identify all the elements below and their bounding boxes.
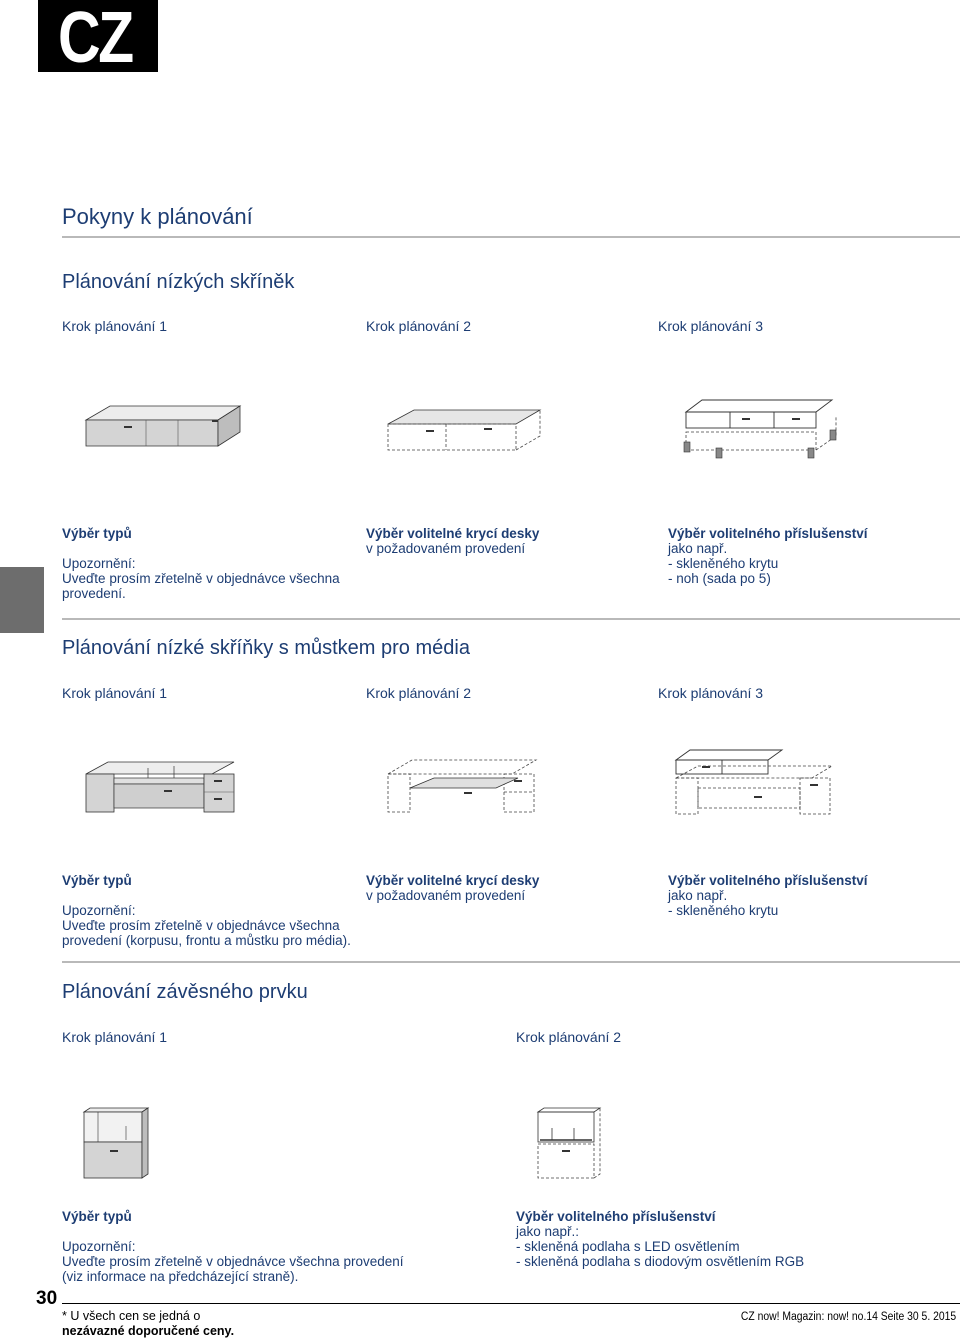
- block-text: jako např.: - skleněná podlaha s LED osvětlením - skleněná podlaha s diodovým osvětlením RGB: [516, 1224, 805, 1269]
- instruction-block: [668, 858, 948, 918]
- block-heading: Výběr volitelného příslušenství: [516, 1209, 716, 1224]
- media-bridge-illustration: [84, 752, 244, 817]
- block-text: jako např. - skleněného krytu: [668, 888, 779, 918]
- footnote-line: * U všech cen se jedná o: [62, 1309, 201, 1323]
- step-label: Krok plánování 3: [658, 685, 764, 701]
- cover-plate-illustration: [384, 752, 544, 817]
- accessories-illustration: [672, 744, 842, 819]
- step-label: Krok plánování 2: [366, 685, 472, 701]
- block-heading: Výběr typů: [62, 1209, 132, 1224]
- block-heading: Výběr typů: [62, 873, 132, 888]
- section-title: Plánování nízké skříňky s můstkem pro média: [62, 637, 470, 659]
- step-label: Krok plánování 3: [658, 318, 764, 334]
- section-title: Plánování nízkých skříněk: [62, 271, 295, 293]
- instruction-block: [62, 511, 362, 601]
- block-text: jako např. - skleněného krytu - noh (sada po 5): [668, 541, 779, 586]
- language-code: CZ: [58, 0, 132, 78]
- instruction-block: [366, 511, 646, 556]
- wall-unit-accessory-illustration: [534, 1106, 604, 1182]
- title-rule: [62, 236, 960, 238]
- instruction-block: [62, 858, 362, 948]
- section-rule: [62, 961, 960, 963]
- publication-info: CZ now! Magazin: now! no.14 Seite 30 5. 2015: [740, 1311, 956, 1323]
- block-text: v požadovaném provedení: [366, 541, 526, 556]
- footnote-line: nezávazné doporučené ceny.: [62, 1324, 235, 1338]
- footer-rule: [62, 1303, 960, 1304]
- lowboard-illustration: [84, 400, 244, 450]
- block-text: v požadovaném provedení: [366, 888, 526, 903]
- block-text: Upozornění: Uveďte prosím zřetelně v objednávce všechna provedení (korpusu, frontu a můstku pro média).: [62, 903, 351, 948]
- page-title: Pokyny k plánování: [62, 204, 253, 229]
- cover-plate-illustration: [384, 400, 544, 455]
- step-label: Krok plánování 1: [62, 318, 168, 334]
- step-label: Krok plánování 2: [516, 1029, 622, 1045]
- step-label: Krok plánování 1: [62, 1029, 168, 1045]
- step-label: Krok plánování 2: [366, 318, 472, 334]
- block-heading: Výběr typů: [62, 526, 132, 541]
- block-heading: Výběr volitelné krycí desky: [366, 873, 540, 888]
- footnote: [62, 1309, 234, 1339]
- instruction-block: [366, 858, 646, 903]
- section-rule: [62, 618, 960, 620]
- block-text: Upozornění: Uveďte prosím zřetelně v objednávce všechna provedení (viz informace na předcházející straně).: [62, 1239, 404, 1284]
- side-tab-marker: [0, 567, 44, 633]
- block-heading: Výběr volitelné krycí desky: [366, 526, 540, 541]
- page-number: 30: [36, 1288, 58, 1309]
- block-text: Upozornění: Uveďte prosím zřetelně v objednávce všechna provedení.: [62, 556, 340, 601]
- step-label: Krok plánování 1: [62, 685, 168, 701]
- instruction-block: [62, 1194, 482, 1284]
- block-heading: Výběr volitelného příslušenství: [668, 526, 868, 541]
- wall-unit-illustration: [82, 1106, 152, 1182]
- instruction-block: [668, 511, 948, 586]
- block-heading: Výběr volitelného příslušenství: [668, 873, 868, 888]
- instruction-block: [516, 1194, 936, 1269]
- accessories-illustration: [680, 390, 850, 465]
- section-title: Plánování závěsného prvku: [62, 981, 308, 1003]
